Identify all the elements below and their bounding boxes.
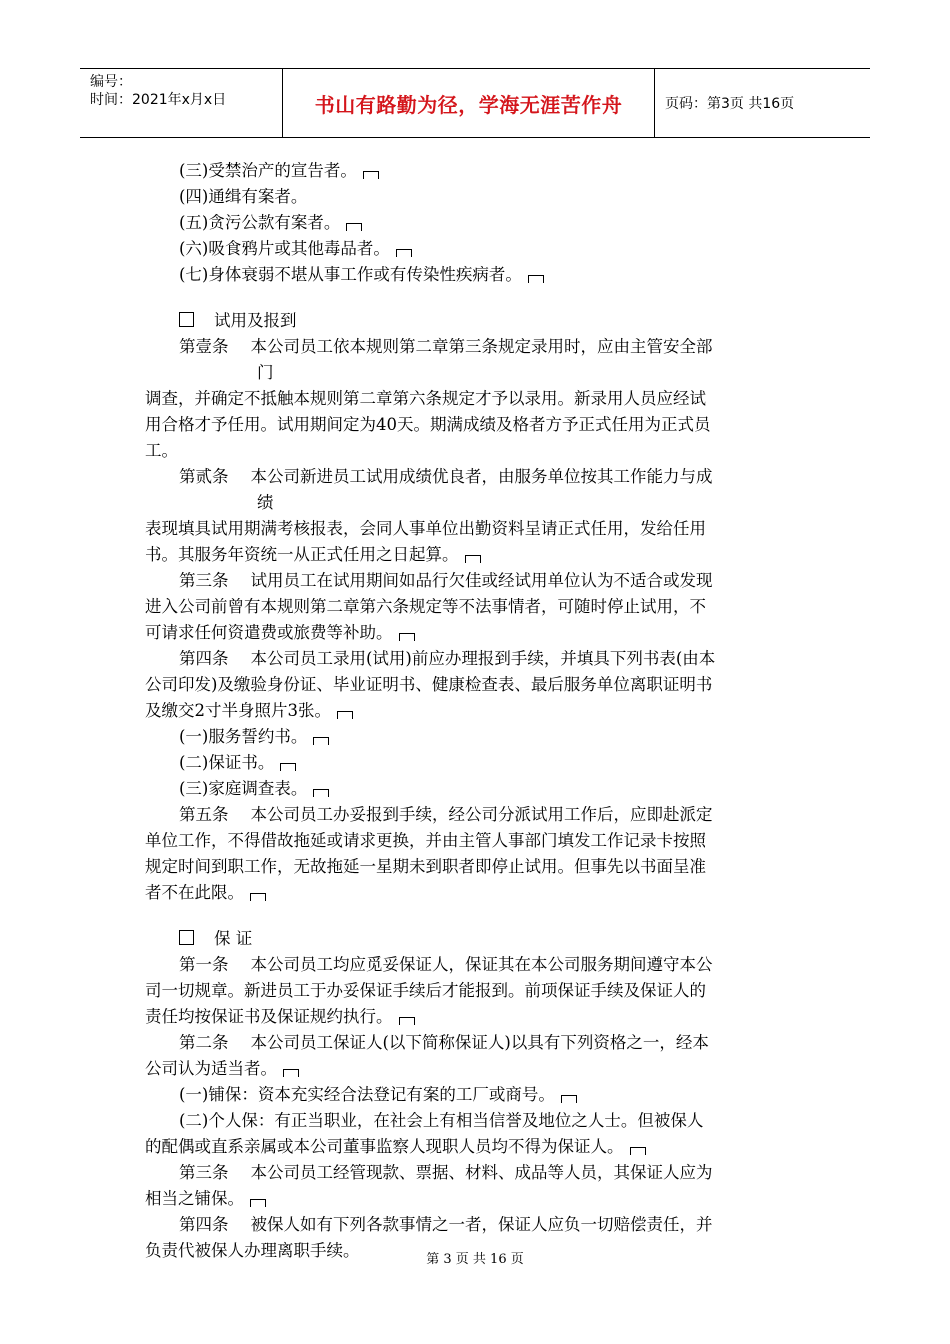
article-line — [145, 334, 810, 360]
text-line — [145, 776, 810, 802]
article-line — [145, 1160, 810, 1186]
section-heading-text: 保 证 — [214, 929, 253, 948]
line-text: 责任均按保证书及保证规约执行。 — [145, 1007, 393, 1026]
line-text: 相当之铺保。 — [145, 1189, 244, 1208]
section-gap — [145, 288, 810, 308]
paragraph-mark-icon — [396, 249, 412, 257]
paragraph-mark-icon — [399, 633, 415, 641]
paragraph-mark-icon — [250, 1199, 266, 1207]
line-text: 可请求任何资遣费或旅费等补助。 — [145, 623, 393, 642]
line-text: 负责代被保人办理离职手续。 — [145, 1241, 360, 1260]
article-line — [145, 646, 810, 672]
line-text: 试用员工在试用期间如品行欠佳或经试用单位认为不适合或发现 — [250, 571, 713, 590]
page-footer: 第 3 页 共 16 页 — [426, 1252, 524, 1267]
text-line — [145, 490, 810, 516]
line-text: 规定时间到职工作，无故拖延一星期未到职者即停止试用。但事先以书面呈准 — [145, 857, 706, 876]
article-line — [145, 952, 810, 978]
article-number: 第壹条 — [179, 337, 229, 356]
paragraph-mark-icon — [399, 1017, 415, 1025]
line-text: 的配偶或直系亲属或本公司董事监察人现职人员均不得为保证人。 — [145, 1137, 624, 1156]
article-number: 第一条 — [179, 955, 229, 974]
article-line — [145, 802, 810, 828]
paragraph-mark-icon — [313, 789, 329, 797]
line-text: 本公司员工录用(试用)前应办理报到手续，并填具下列书表(由本 — [250, 649, 716, 668]
text-line — [145, 698, 810, 724]
line-text: 及缴交2寸半身照片3张。 — [145, 701, 331, 720]
line-text: (六)吸食鸦片或其他毒品者。 — [179, 239, 390, 258]
text-line — [145, 1056, 810, 1082]
line-text: 本公司员工办妥报到手续，经公司分派试用工作后，应即赴派定 — [250, 805, 713, 824]
line-text: 用合格才予任用。试用期间定为40天。期满成绩及格者方予正式任用为正式员 — [145, 415, 711, 434]
line-text: 本公司员工均应觅妥保证人，保证其在本公司服务期间遵守本公 — [250, 955, 713, 974]
line-text: (二)保证书。 — [179, 753, 275, 772]
section-heading — [145, 926, 810, 952]
document-body — [145, 158, 810, 1264]
text-line — [145, 386, 810, 412]
paragraph-mark-icon — [283, 1069, 299, 1077]
article-number: 第贰条 — [179, 467, 229, 486]
text-line — [145, 516, 810, 542]
line-text: (七)身体衰弱不堪从事工作或有传染性疾病者。 — [179, 265, 522, 284]
text-line — [145, 724, 810, 750]
text-line — [145, 880, 810, 906]
text-line — [145, 672, 810, 698]
paragraph-mark-icon — [280, 763, 296, 771]
text-line — [145, 158, 810, 184]
line-text: 绩 — [257, 493, 274, 512]
section-heading — [145, 308, 810, 334]
text-line — [145, 854, 810, 880]
paragraph-mark-icon — [250, 893, 266, 901]
text-line — [145, 210, 810, 236]
line-text: (一)服务誓约书。 — [179, 727, 308, 746]
line-text: 表现填具试用期满考核报表，会同人事单位出勤资料呈请正式任用，发给任用 — [145, 519, 706, 538]
section-gap — [145, 906, 810, 926]
paragraph-mark-icon — [337, 711, 353, 719]
line-text: 者不在此限。 — [145, 883, 244, 902]
text-line — [145, 236, 810, 262]
line-text: 工。 — [145, 441, 178, 460]
line-text: 公司认为适当者。 — [145, 1059, 277, 1078]
doc-date: 时间：2021年x月x日 — [90, 92, 227, 108]
line-text: 门 — [257, 363, 274, 382]
line-text: 进入公司前曾有本规则第二章第六条规定等不法事情者，可随时停止试用，不 — [145, 597, 706, 616]
line-text: (四)通缉有案者。 — [179, 187, 308, 206]
article-line — [145, 1030, 810, 1056]
header-page-info: 页码：第3页 共16页 — [665, 96, 795, 112]
line-text: (一)铺保：资本充实经合法登记有案的工厂或商号。 — [179, 1085, 555, 1104]
header-motto-cell — [283, 69, 655, 137]
paragraph-mark-icon — [561, 1095, 577, 1103]
text-line — [145, 360, 810, 386]
line-text: (三)受禁治产的宣告者。 — [179, 161, 357, 180]
article-line — [145, 1212, 810, 1238]
paragraph-mark-icon — [630, 1147, 646, 1155]
text-line — [145, 262, 810, 288]
text-line — [145, 594, 810, 620]
checkbox-square-icon — [179, 312, 194, 327]
text-line — [145, 412, 810, 438]
line-text: 被保人如有下列各款事情之一者，保证人应负一切赔偿责任，并 — [250, 1215, 713, 1234]
text-line — [145, 828, 810, 854]
paragraph-mark-icon — [363, 171, 379, 179]
line-text: 本公司员工保证人(以下简称保证人)以具有下列资格之一，经本 — [250, 1033, 709, 1052]
checkbox-square-icon — [179, 930, 194, 945]
article-number: 第五条 — [179, 805, 229, 824]
line-text: (三)家庭调查表。 — [179, 779, 308, 798]
article-number: 第四条 — [179, 649, 229, 668]
text-line — [145, 184, 810, 210]
text-line — [145, 750, 810, 776]
line-text: 本公司新进员工试用成绩优良者，由服务单位按其工作能力与成 — [250, 467, 713, 486]
text-line — [145, 1134, 810, 1160]
line-text: 书。其服务年资统一从正式任用之日起算。 — [145, 545, 459, 564]
header-meta — [80, 69, 283, 137]
page-header — [80, 68, 870, 138]
article-number: 第三条 — [179, 571, 229, 590]
doc-number-label: 编号： — [90, 74, 132, 90]
text-line — [145, 978, 810, 1004]
paragraph-mark-icon — [528, 275, 544, 283]
text-line — [145, 542, 810, 568]
line-text: 本公司员工经管现款、票据、材料、成品等人员，其保证人应为 — [250, 1163, 713, 1182]
line-text: 司一切规章。新进员工于办妥保证手续后才能报到。前项保证手续及保证人的 — [145, 981, 706, 1000]
line-text: 公司印发)及缴验身份证、毕业证明书、健康检查表、最后服务单位离职证明书 — [145, 675, 713, 694]
article-line — [145, 464, 810, 490]
text-line — [145, 1186, 810, 1212]
text-line — [145, 438, 810, 464]
line-text: 调查，并确定不抵触本规则第二章第六条规定才予以录用。新录用人员应经试 — [145, 389, 706, 408]
article-number: 第二条 — [179, 1033, 229, 1052]
header-motto: 书山有路勤为径，学海无涯苦作舟 — [314, 92, 623, 117]
paragraph-mark-icon — [465, 555, 481, 563]
article-number: 第三条 — [179, 1163, 229, 1182]
line-text: 单位工作，不得借故拖延或请求更换，并由主管人事部门填发工作记录卡按照 — [145, 831, 706, 850]
text-line — [145, 620, 810, 646]
paragraph-mark-icon — [313, 737, 329, 745]
text-line — [145, 1108, 810, 1134]
paragraph-mark-icon — [346, 223, 362, 231]
article-line — [145, 568, 810, 594]
text-line — [145, 1004, 810, 1030]
line-text: (五)贪污公款有案者。 — [179, 213, 341, 232]
line-text: 本公司员工依本规则第二章第三条规定录用时，应由主管安全部 — [250, 337, 713, 356]
text-line — [145, 1082, 810, 1108]
line-text: (二)个人保：有正当职业，在社会上有相当信誉及地位之人士。但被保人 — [179, 1111, 704, 1130]
section-heading-text: 试用及报到 — [214, 311, 297, 330]
article-number: 第四条 — [179, 1215, 229, 1234]
